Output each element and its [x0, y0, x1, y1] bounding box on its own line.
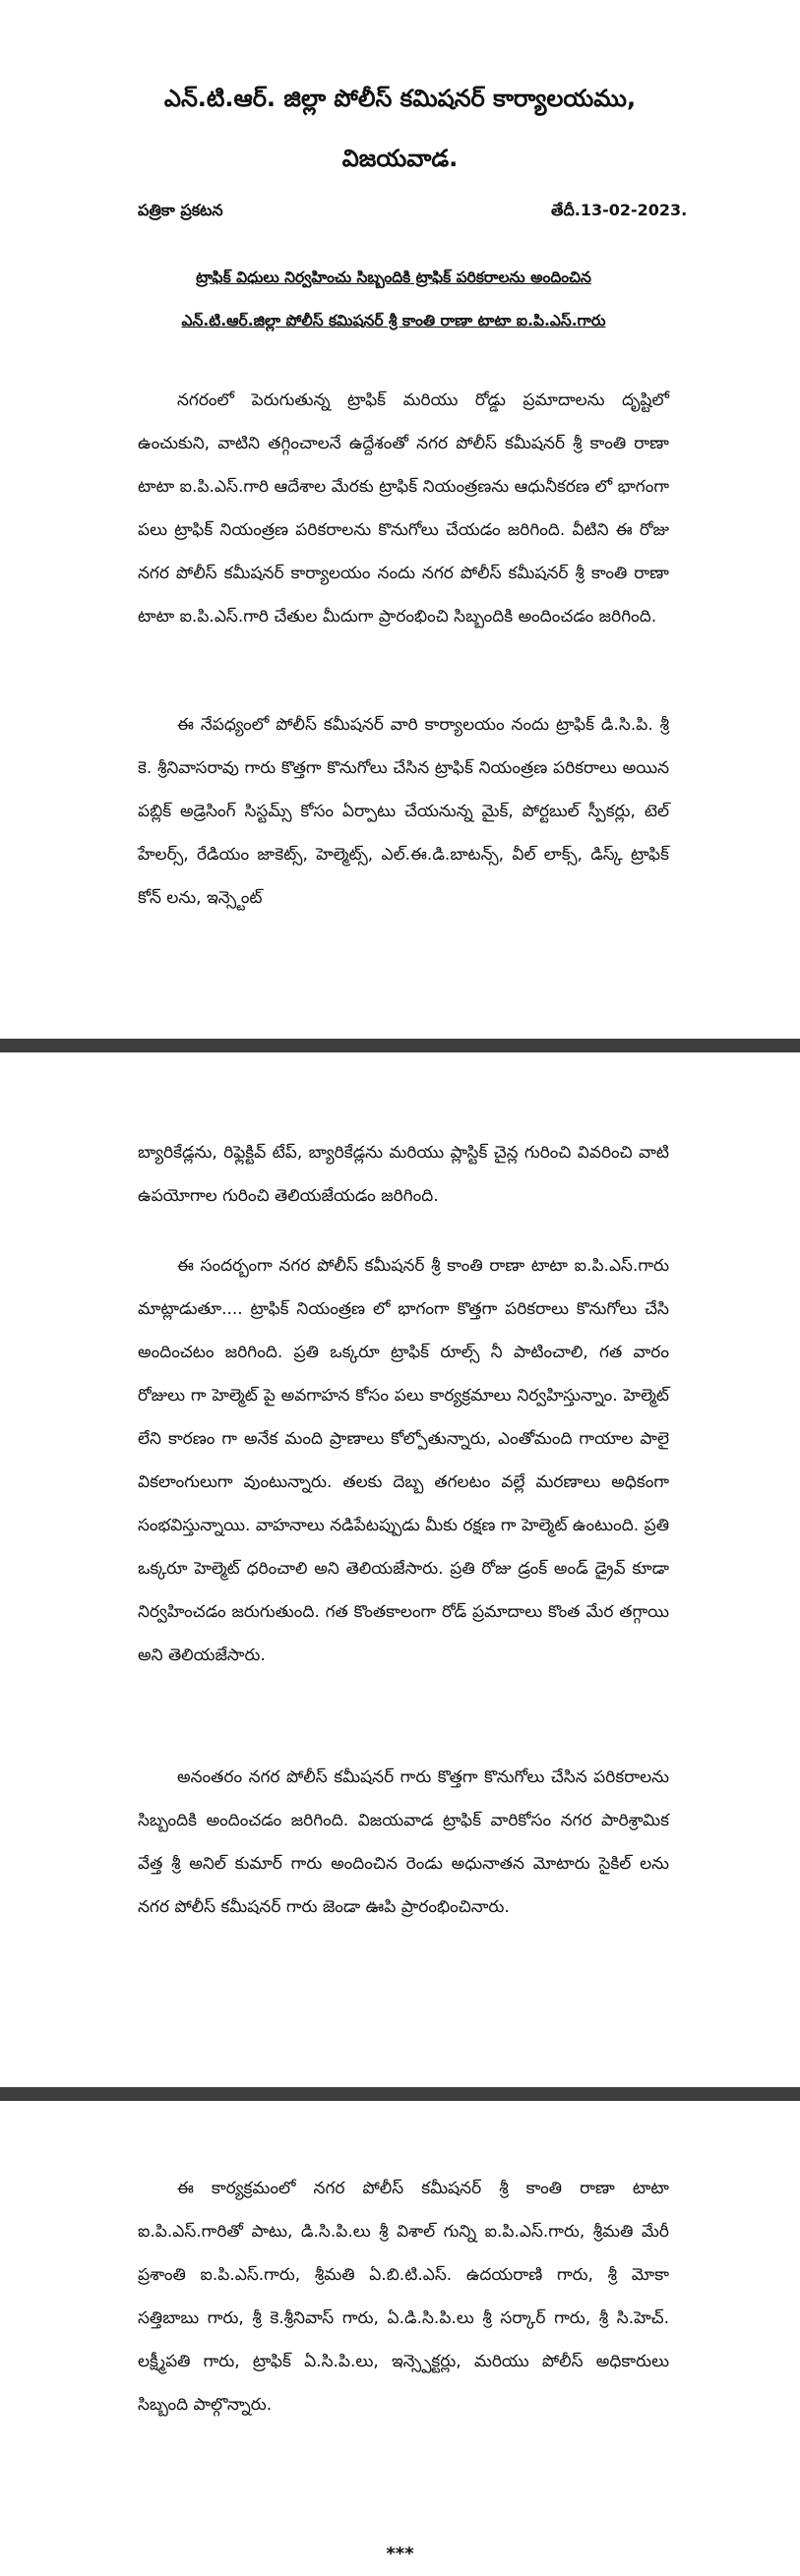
body-paragraph: [138, 379, 669, 638]
body-paragraph: [138, 1131, 669, 1218]
subject-heading: [118, 256, 669, 342]
paragraph-text: బ్యారికేడ్లను, రిఫ్లెక్టివ్ టేప్, బ్యారికేడ్లను మరియు ప్లాస్టిక్ చైన్ల గురించి వివరించి వాటి ఉపయోగాల గురించి తెలియజేయడం జరిగింది.: [138, 1143, 669, 1206]
office-title: ఎన్.టి.ఆర్. జిల్లా పోలీస్ కమిషనర్ కార్యాలయము,: [163, 85, 637, 112]
paragraph-text: ఈ సందర్బంగా నగర పోలీస్ కమీషనర్ శ్రీ కాంతి రాణా టాటా ఐ.పి.ఎస్.గారు మాట్లాడుతూ.... ట్రాఫిక్ నియంత్రణ లో భాగంగా కొత్తగా పరికరాలు కొనుగోలు చేసి అందించటం జరిగింది. ప్రతి ఒక్కరూ ట్రాఫిక్ రూల్స్ నీ పాటించాలి, గత వారం రోజులు గా హెల్మెట్ పై అవగాహన కోసం పలు కార్యక్రమాలు నిర్వహిస్తున్నాం. హెల్మెట్ లేని కారణం గా అనేక మంది ప్రాణాలు కోల్పోతున్నారు, ఎంతోమంది గాయాల పాలై వికలాంగులుగా వుంటున్నారు. తలకు దెబ్బ తగలటం వల్లే మరణాలు అధికంగా సంభవిస్తున్నాయి. వాహనాలు నడిపేటప్పుడు మీకు రక్షణ గా హెల్మెట్ ఉంటుంది. ప్రతి ఒక్కరూ హెల్మెట్ ధరించాలి అని తెలియజేసారు. ప్రతి రోజు డ్రంక్ అండ్ డ్రైవ్ కూడా నిర్వహించడం జరుగుతుంది. గత కొంతకాలంగా రోడ్ ప్రమాదాలు కొంత మేర తగ్గాయి అని తెలియజేసారు.: [138, 1256, 669, 1665]
page-divider: [0, 2087, 800, 2101]
page-1: [0, 0, 800, 1039]
paragraph-text: ఈ కార్యక్రమంలో నగర పోలీస్ కమీషనర్ శ్రీ కాంతి రాణా టాటా ఐ.పి.ఎస్.గారితో పాటు, డి.సి.పి.లు శ్రీ విశాల్ గున్ని ఐ.పి.ఎస్.గారు, శ్రీమతి మేరీ ప్రశాంతి ఐ.పి.ఎస్.గారు, శ్రీమతి ఏ.బి.టి.ఎస్. ఉదయరాణి గారు, శ్రీ మోకా సత్తిబాబు గారు, శ్రీ కె.శ్రీనివాస్ గారు, ఏ.డి.సి.పి.లు శ్రీ సర్కార్ గారు, శ్రీ సి.హెచ్. లక్ష్మీపతి గారు, ట్రాఫిక్ ఏ.సి.పి.లు, ఇన్స్పెక్టర్లు, మరియు పోలీస్ అధికారులు సిబ్బంది పాల్గొన్నారు.: [138, 2179, 669, 2415]
subject-line-2: ఎన్.టి.ఆర్.జిల్లా పోలీస్ కమిషనర్ శ్రీ కాంతి రాణా టాటా ఐ.పి.ఎస్.గారు: [181, 312, 606, 329]
body-paragraph: [138, 703, 669, 920]
end-marker: ***: [386, 2544, 414, 2564]
paragraph-text: నగరంలో పెరుగుతున్న ట్రాఫిక్ మరియు రోడ్డు ప్రమాదాలను దృష్టిలో ఉంచుకుని, వాటిని తగ్గించాలనే ఉద్దేశంతో నగర పోలీస్ కమీషనర్ శ్రీ కాంతి రాణా టాటా ఐ.పి.ఎస్.గారి ఆదేశాల మేరకు ట్రాఫిక్ నియంత్రణను ఆధునీకరణ లో భాగంగా పలు ట్రాఫిక్ నియంత్రణ పరికరాలను కొనుగోలు చేయడం జరిగింది. వీటిని ఈ రోజు నగర పోలీస్ కమీషనర్ కార్యాలయం నందు నగర పోలీస్ కమీషనర్ శ్రీ కాంతి రాణా టాటా ఐ.పి.ఎస్.గారి చేతుల మీదుగా ప్రారంభించి సిబ్బందికి అందించడం జరిగింది.: [138, 390, 669, 627]
body-paragraph: [138, 1756, 669, 1929]
page-divider: [0, 1039, 800, 1052]
press-release-label: పత్రికా ప్రకటన: [138, 201, 223, 219]
office-city: విజయవాడ.: [341, 145, 459, 172]
body-paragraph: [138, 2167, 669, 2426]
paragraph-text: ఈ నేపధ్యంలో పోలీస్ కమీషనర్ వారి కార్యాలయం నందు ట్రాఫిక్ డి.సి.పి. శ్రీ కె. శ్రీనివాసరావు గారు కొత్తగా కొనుగోలు చేసిన ట్రాఫిక్ నియంత్రణ పరికరాలు అయిన పబ్లిక్ అడ్రెసింగ్ సిస్టమ్స్ కోసం ఏర్పాటు చేయనున్న మైక్, పోర్టబుల్ స్పీకర్లు, టెల్ హేలర్స్, రేడియం జాకెట్స్, హెల్మెట్స్, ఎల్.ఈ.డి.బాటన్స్, వీల్ లాక్స్, డిస్క్ ట్రాఫిక్ కోన్ లను, ఇన్స్టెంట్: [138, 715, 669, 908]
paragraph-text: అనంతరం నగర పోలీస్ కమీషనర్ గారు కొత్తగా కొనుగోలు చేసిన పరికరాలను సిబ్బందికి అందించడం జరిగింది. విజయవాడ ట్రాఫిక్ వారికోసం నగర పారిశ్రామిక వేత్త శ్రీ అనిల్ కుమార్ గారు అందించిన రెండు అధునాతన మోటారు సైకిల్ లను నగర పోలీస్ కమీషనర్ గారు జెండా ఊపి ప్రారంభించినారు.: [138, 1767, 669, 1917]
release-date: తేదీ.13-02-2023.: [551, 201, 688, 219]
subject-line-1: ట్రాఫిక్ విధులు నిర్వహించు సిబ్బందికి ట్రాఫిక్ పరికరాలను అందించిన: [196, 269, 591, 286]
body-paragraph: [138, 1244, 669, 1677]
